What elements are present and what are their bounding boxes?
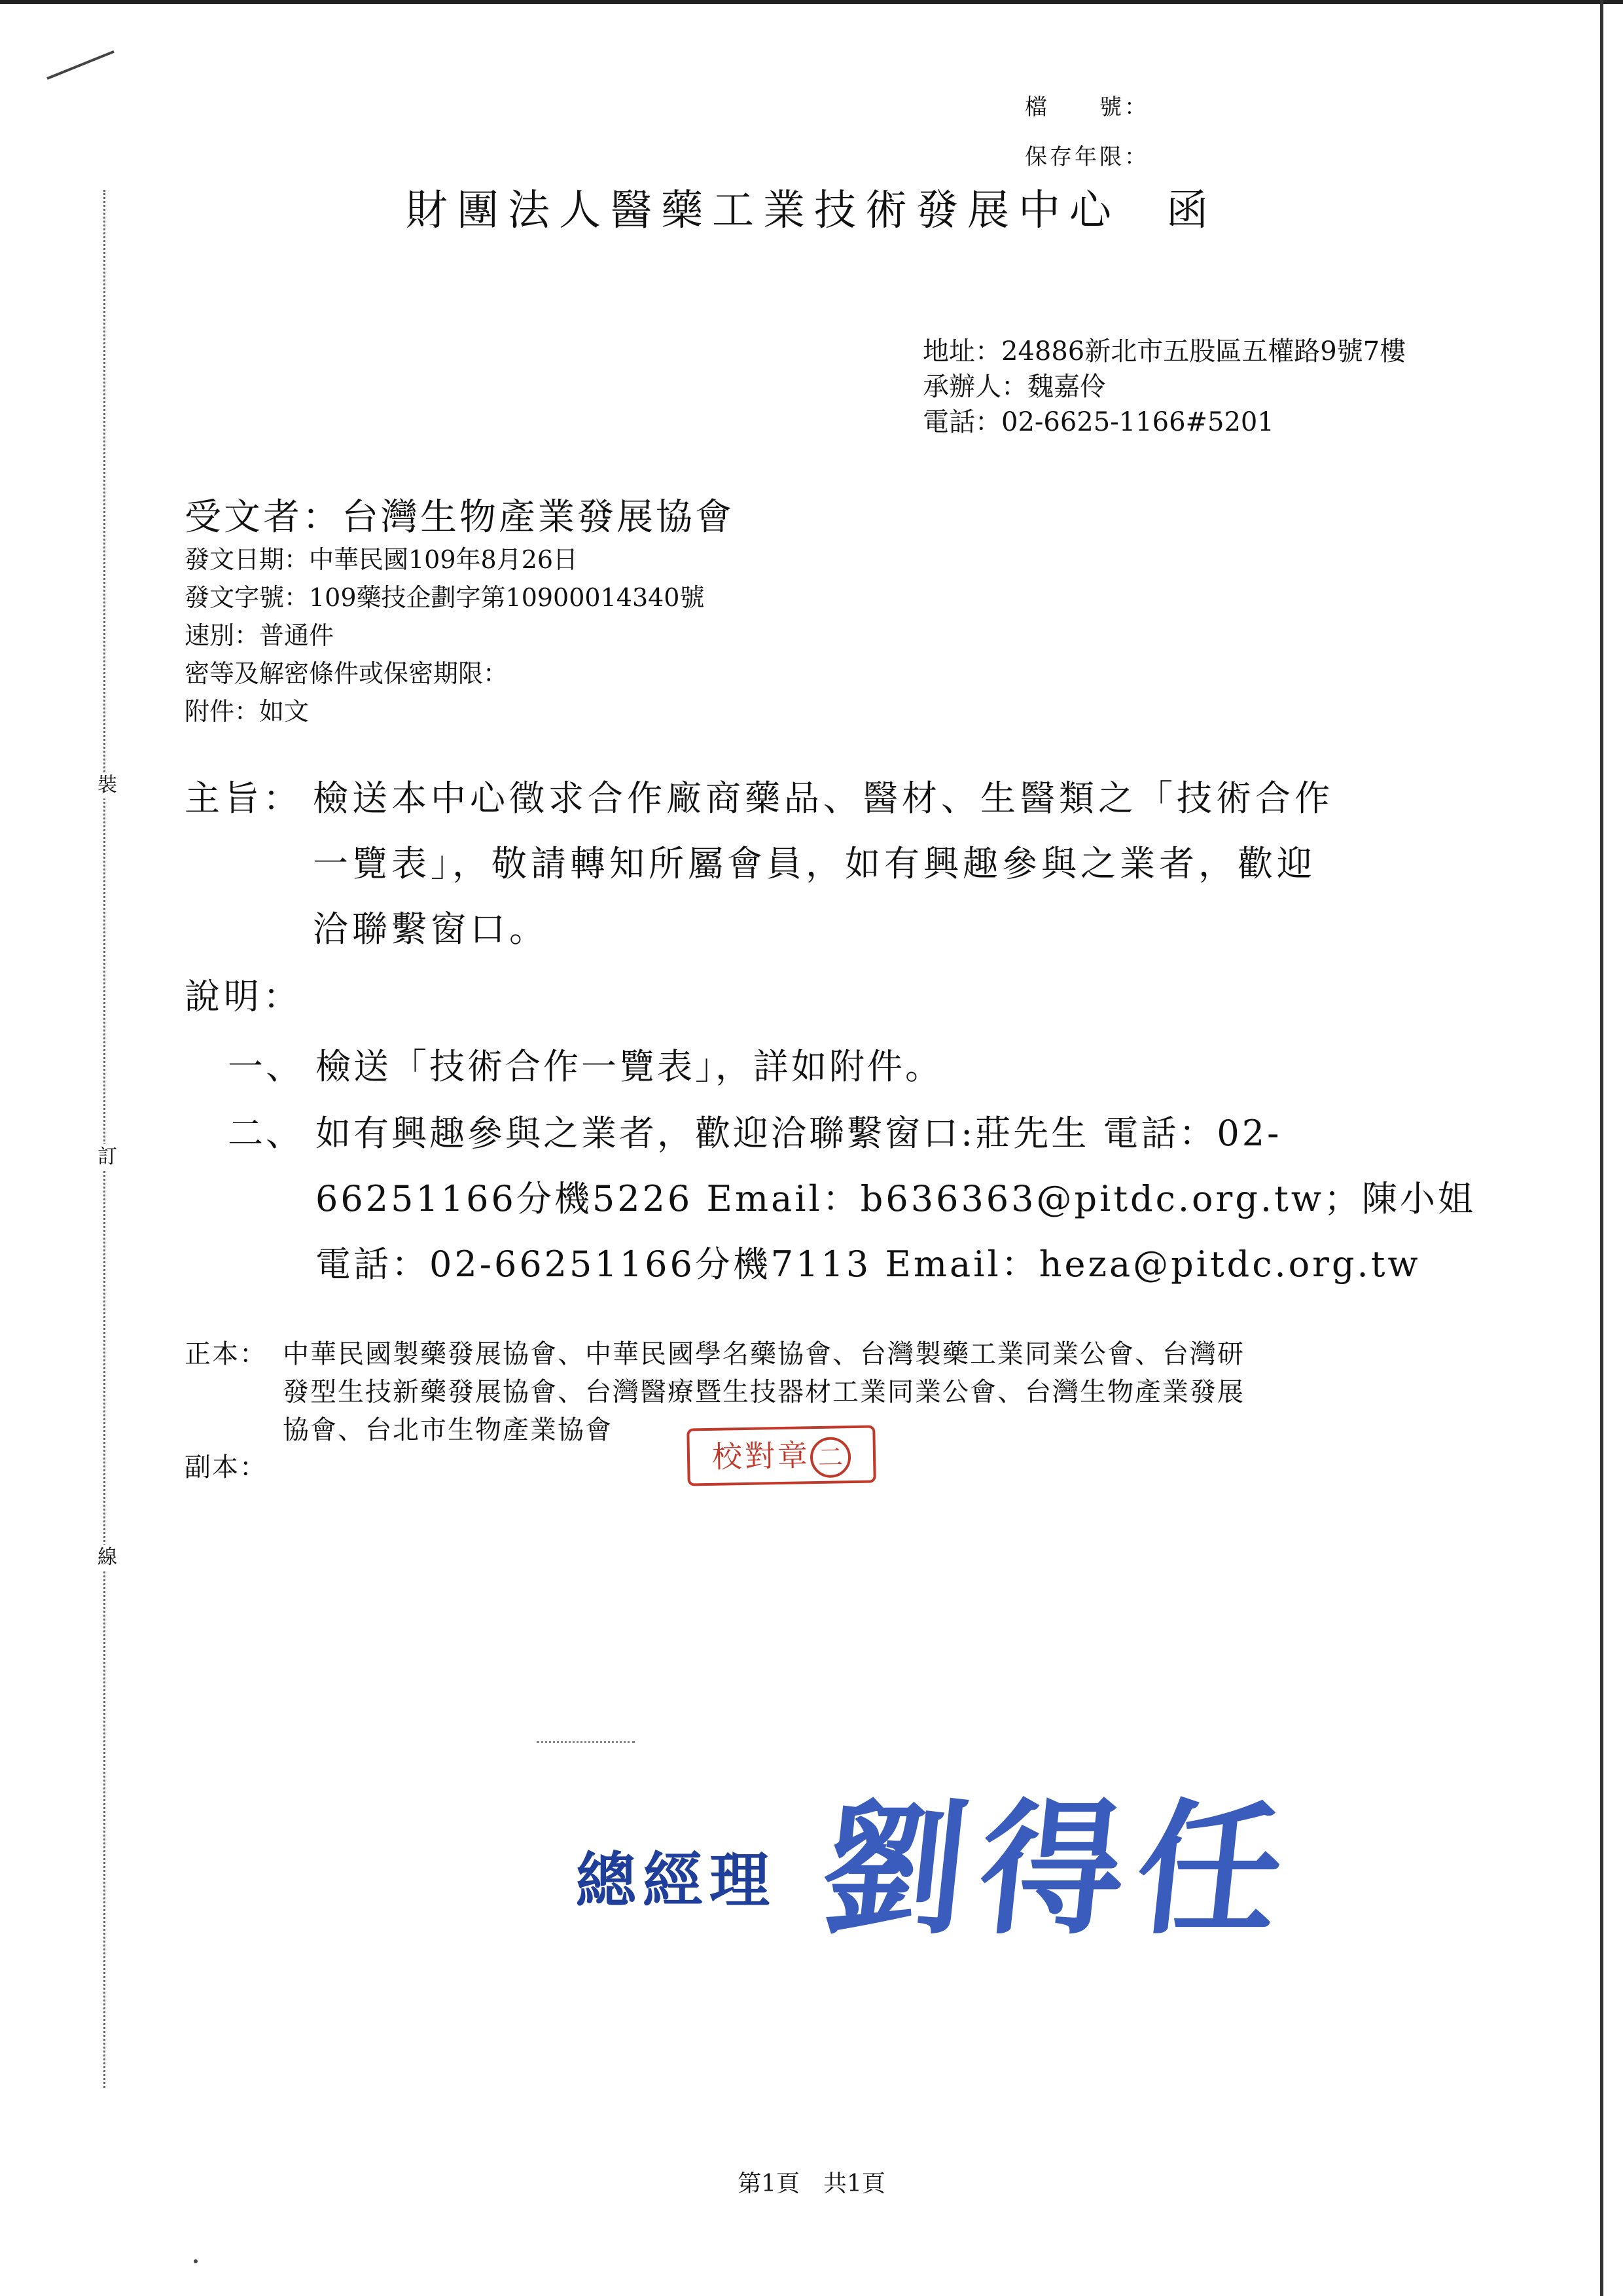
signatory-name-seal: 劉得任 [814, 1784, 1304, 1954]
document-number: 發文字號：109藥技企劃字第10900014340號 [185, 583, 705, 612]
item-line: 檢送「技術合作一覽表」，詳如附件。 [315, 1046, 943, 1087]
item-line: 電話：02-66251166分機7113 Email：heza@pitdc.org.tw [315, 1244, 1421, 1285]
explanation-item [228, 1101, 1476, 1310]
attachment: 附件：如文 [185, 697, 310, 726]
page-right-border [1600, 0, 1603, 2296]
page-top-border [0, 0, 1623, 4]
secrecy-level: 密等及解密條件或保密期限： [185, 659, 508, 688]
explanation-label: 說明： [185, 976, 302, 1017]
stamp-number: 二 [810, 1437, 851, 1478]
file-number-label: 檔 號： [1025, 94, 1149, 120]
document-metadata [185, 541, 704, 730]
subject-label: 主旨： [185, 778, 302, 819]
sender-phone: 電話：02-6625-1166#5201 [923, 407, 1274, 437]
sender-contact: 承辦人：魏嘉伶 [923, 372, 1106, 402]
letter-title [0, 177, 1623, 237]
sender-info [923, 334, 1406, 440]
stray-dot [194, 2259, 198, 2263]
item-number: 二、 [228, 1113, 304, 1154]
signatory-title: 總經理 [576, 1845, 777, 1916]
page-number: 第1頁 共1頁 [738, 2170, 885, 2197]
stamp-text: 校對章 [711, 1437, 811, 1475]
issue-date: 發文日期：中華民國109年8月26日 [185, 545, 579, 574]
proofreading-stamp [687, 1425, 876, 1486]
signature-block [576, 1741, 1304, 1990]
item-line: 66251166分機5226 Email：b636363@pitdc.org.tw；陳小姐 [315, 1178, 1476, 1219]
item-line: 如有興趣參與之業者，歡迎洽聯繫窗口:莊先生 電話：02- [315, 1113, 1282, 1154]
binding-char-bottom: 線 [94, 1545, 120, 1571]
binding-line [103, 190, 105, 2088]
original-line: 協會、台北市生物產業協會 [283, 1415, 613, 1445]
original-line: 中華民國製藥發展協會、中華民國學名藥協會、台灣製藥工業同業公會、台灣研 [283, 1339, 1245, 1369]
issuing-organization: 財團法人醫藥工業技術發展中心 [406, 187, 1120, 235]
copy-label: 副本： [185, 1452, 267, 1482]
sender-address: 地址：24886新北市五股區五權路9號7樓 [923, 336, 1406, 367]
explanation-item [228, 1034, 1471, 1100]
delivery-speed: 速別：普通件 [185, 621, 334, 650]
subject-line: 一覽表」，敬請轉知所屬會員，如有興趣參與之業者，歡迎 [313, 843, 1316, 884]
subject-line: 檢送本中心徵求合作廠商藥品、醫材、生醫類之「技術合作 [313, 778, 1334, 819]
binding-char-top: 裝 [94, 772, 120, 798]
signature-guide-mark [537, 1741, 635, 1745]
original-label: 正本： [185, 1339, 267, 1369]
document-kind: 函 [1166, 187, 1217, 235]
subject-line: 洽聯繫窗口。 [313, 908, 548, 950]
original-line: 發型生技新藥發展協會、台灣醫療暨生技器材工業同業公會、台灣生物產業發展 [283, 1377, 1245, 1407]
pen-mark [46, 50, 114, 80]
retention-period-label: 保存年限： [1025, 144, 1149, 170]
recipient: 受文者：台灣生物產業發展協會 [185, 496, 734, 539]
item-number: 一、 [228, 1046, 304, 1087]
binding-char-middle: 訂 [94, 1144, 120, 1170]
